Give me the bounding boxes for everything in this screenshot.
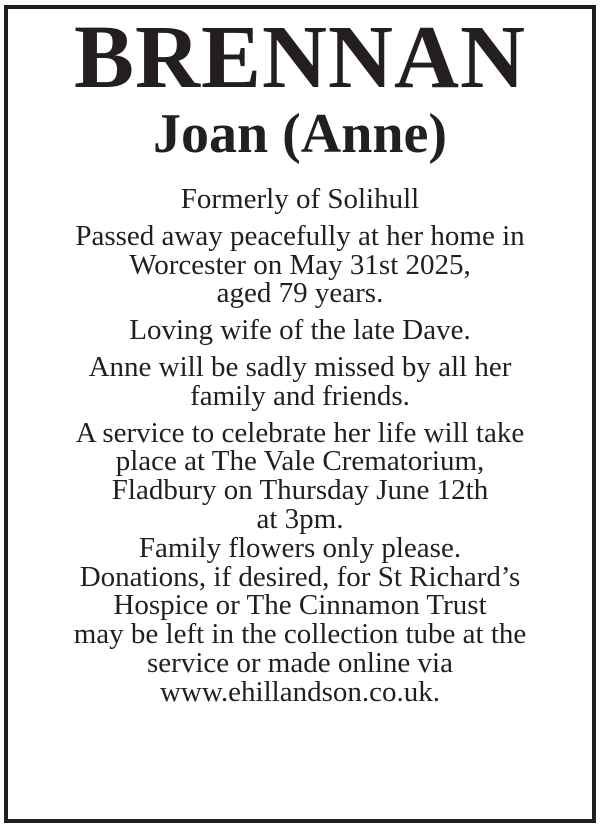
paragraph-service (8, 416, 592, 535)
text-line: A service to celebrate her life will take (75, 416, 525, 449)
paragraph-missed (8, 350, 592, 412)
forename-heading: Joan (Anne) (152, 103, 448, 165)
paragraph-loving-wife (8, 316, 592, 345)
text-line: Loving wife of the late Dave. (129, 314, 471, 347)
paragraph-formerly (8, 185, 592, 214)
text-line: Anne will be sadly missed by all her (88, 350, 512, 383)
text-line: Family flowers only please. (138, 531, 462, 564)
surname-heading: BRENNAN (73, 8, 527, 107)
death-notice (4, 5, 596, 823)
text-line: Worcester on May 31st 2025, (129, 248, 471, 281)
notice-body (8, 185, 592, 707)
text-line: family and friends. (190, 379, 410, 412)
text-line: Formerly of Solihull (180, 183, 420, 215)
text-line: Hospice or The Cinnamon Trust (113, 589, 487, 622)
text-line: may be left in the collection tube at the (73, 618, 527, 651)
text-line: Passed away peacefully at her home in (75, 219, 525, 252)
text-line: aged 79 years. (216, 277, 384, 310)
website-link-text: www.ehillandson.co.uk. (159, 675, 441, 708)
text-line: Donations, if desired, for St Richard’s (79, 560, 521, 593)
text-line: Fladbury on Thursday June 12th (111, 474, 489, 507)
text-line: place at The Vale Crematorium, (115, 445, 485, 478)
text-line: service or made online via (147, 646, 453, 679)
paragraph-flowers-donations (8, 531, 592, 708)
paragraph-passed-away (8, 219, 592, 310)
text-line: at 3pm. (256, 502, 344, 535)
